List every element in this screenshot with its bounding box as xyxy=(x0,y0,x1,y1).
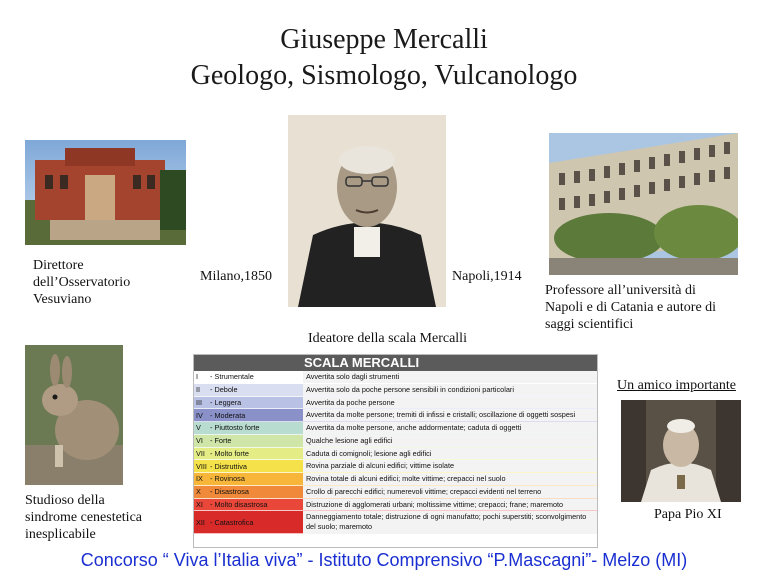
scale-degree-name: - Strumentale xyxy=(210,372,254,382)
scale-row xyxy=(194,371,597,384)
scale-caption: Ideatore della scala Mercalli xyxy=(308,331,467,346)
caption-line: Napoli e di Catania e autore di xyxy=(545,300,717,315)
scale-degree-name: - Molto forte xyxy=(210,448,249,458)
scale-row xyxy=(194,397,597,410)
page-title: Giuseppe Mercalli xyxy=(280,24,488,55)
scale-degree-name: - Disastrosa xyxy=(210,487,249,497)
birth-caption: Milano,1850 xyxy=(200,269,272,284)
scale-degree: IV xyxy=(196,410,203,420)
scale-row xyxy=(194,422,597,435)
scale-degree: II xyxy=(196,385,201,395)
scale-row xyxy=(194,384,597,397)
scale-degree-name: - Catastrofica xyxy=(210,517,254,527)
scale-degree-description: Danneggiamento totale; distruzione di ogni manufatto; pochi superstiti; sconvolgimento del suolo; maremoto xyxy=(303,511,597,534)
scale-degree-description: Crollo di parecchi edifici; numerevoli vittime; crepacci evidenti nel terreno xyxy=(303,486,597,498)
scale-degree-name: - Leggera xyxy=(210,397,242,407)
scale-degree: XI xyxy=(196,499,203,509)
scale-degree: VI xyxy=(196,436,203,446)
pope-photo xyxy=(621,400,741,502)
caption-line: saggi scientifici xyxy=(545,317,634,332)
scale-rows xyxy=(194,371,597,534)
scale-degree-name: - Piuttosto forte xyxy=(210,423,260,433)
scale-degree: V xyxy=(196,423,201,433)
death-caption: Napoli,1914 xyxy=(452,269,522,284)
page-subtitle: Geologo, Sismologo, Vulcanologo xyxy=(190,60,578,91)
scale-degree-name: - Distruttiva xyxy=(210,461,247,471)
observatory-photo xyxy=(25,140,186,245)
scale-degree-name: - Molto disastrosa xyxy=(210,499,268,509)
scale-header: SCALA MERCALLI xyxy=(194,355,597,371)
scale-degree-description: Avvertita da molte persone; tremiti di infissi e cristalli; oscillazione di oggetti sospesi xyxy=(303,409,597,421)
friend-caption: Un amico importante xyxy=(617,378,736,393)
footer-text: Concorso “ Viva l’Italia viva” - Istituto Comprensivo “P.Mascagni”- Melzo (MI) xyxy=(80,550,688,570)
university-photo xyxy=(549,133,738,275)
scale-row xyxy=(194,435,597,448)
scale-degree-name: - Moderata xyxy=(210,410,246,420)
caption-line: inesplicabile xyxy=(25,527,96,542)
scale-degree-description: Rovina parziale di alcuni edifici; vittime isolate xyxy=(303,460,597,472)
observatory-caption xyxy=(33,257,130,308)
scale-degree: I xyxy=(196,372,199,382)
scale-degree-description: Avvertita solo da poche persone sensibili in condizioni particolari xyxy=(303,384,597,396)
scale-row xyxy=(194,486,597,499)
scale-row xyxy=(194,511,597,534)
scale-degree-description: Avvertita da poche persone xyxy=(303,397,597,409)
caption-line: Studioso della xyxy=(25,493,105,508)
pope-caption: Papa Pio XI xyxy=(654,507,722,522)
scale-row xyxy=(194,473,597,486)
scale-degree: X xyxy=(196,487,201,497)
scale-degree-description: Avvertita solo dagli strumenti xyxy=(303,371,597,383)
scale-degree: VII xyxy=(196,448,205,458)
scale-degree-description: Avvertita da molte persone, anche addormentate; caduta di oggetti xyxy=(303,422,597,434)
scale-degree-name: - Rovinosa xyxy=(210,474,245,484)
caption-line: Vesuviano xyxy=(33,292,92,307)
professor-caption xyxy=(545,282,716,333)
mercalli-portrait xyxy=(288,115,446,307)
scale-row xyxy=(194,448,597,461)
scale-row xyxy=(194,460,597,473)
scale-degree-name: - Debole xyxy=(210,385,238,395)
scale-degree: III xyxy=(196,397,203,407)
scale-degree-description: Caduta di comignoli; lesione agli edifici xyxy=(303,448,597,460)
caption-line: Professore all’università di xyxy=(545,283,696,298)
scale-row xyxy=(194,409,597,422)
scale-degree-description: Distruzione di agglomerati urbani; moltissime vittime; crepacci; frane; maremoto xyxy=(303,499,597,511)
scale-degree: IX xyxy=(196,474,203,484)
rabbit-photo xyxy=(25,345,123,485)
scale-degree-description: Rovina totale di alcuni edifici; molte vittime; crepacci nel suolo xyxy=(303,473,597,485)
mercalli-scale-table xyxy=(193,354,598,548)
scale-degree: VIII xyxy=(196,461,207,471)
scale-row xyxy=(194,499,597,512)
scale-degree: XII xyxy=(196,517,205,527)
scale-degree-description: Qualche lesione agli edifici xyxy=(303,435,597,447)
caption-line: Direttore xyxy=(33,258,84,273)
caption-line: dell’Osservatorio xyxy=(33,275,131,290)
syndrome-caption xyxy=(25,492,142,543)
caption-line: sindrome cenestetica xyxy=(25,510,143,525)
scale-degree-name: - Forte xyxy=(210,436,232,446)
